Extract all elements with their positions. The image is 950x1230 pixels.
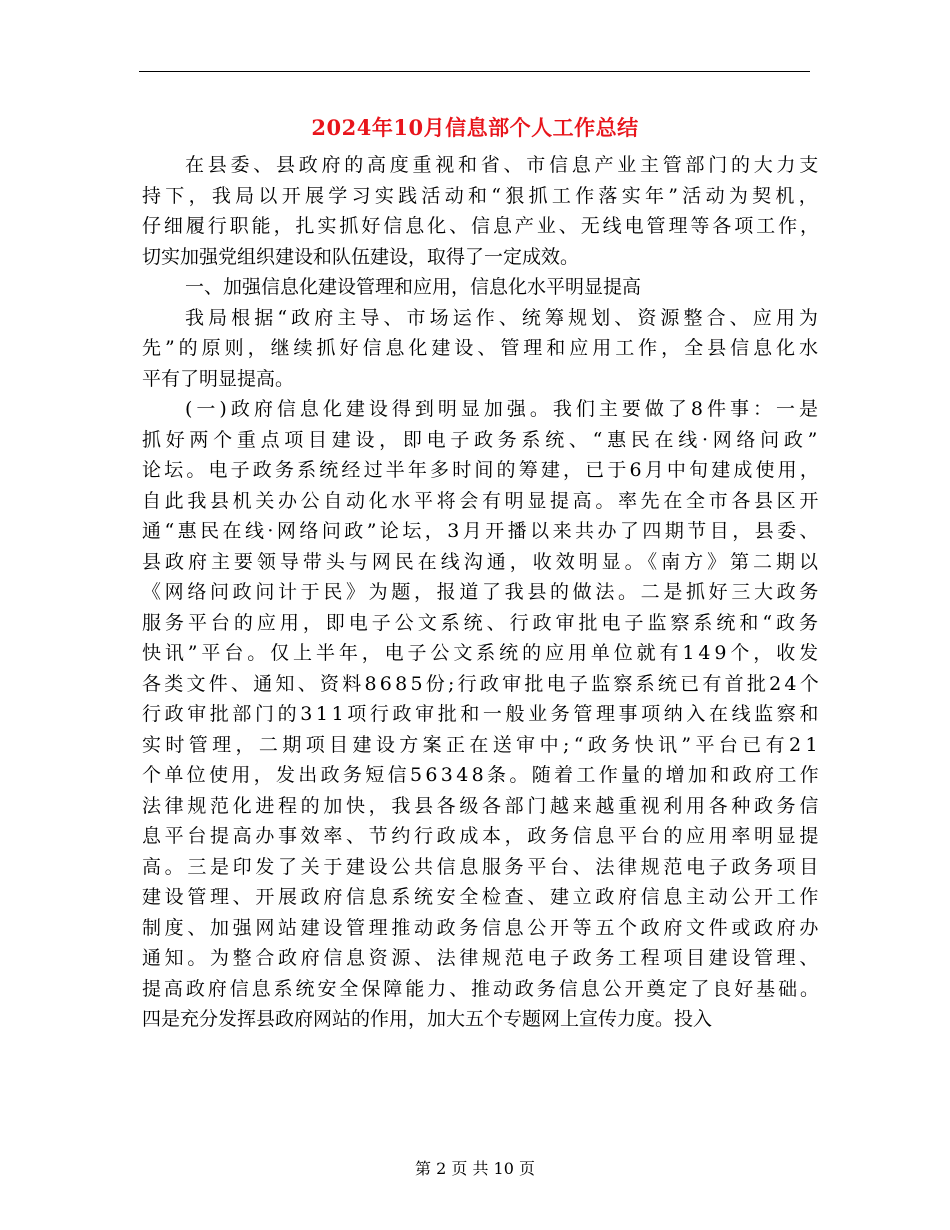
body-line: 服务平台的应用，即电子公文系统、行政审批电子监察系统和“政务 <box>142 611 822 634</box>
body-line: 高。三是印发了关于建设公共信息服务平台、法律规范电子政务项目 <box>142 855 822 878</box>
page-footer: 第 2 页 共 10 页 <box>415 1159 535 1178</box>
body-line: 法律规范化进程的加快，我县各级各部门越来越重视利用各种政务信 <box>142 794 822 817</box>
body-line: 通知。为整合政府信息资源、法律规范电子政务工程项目建设管理、 <box>142 947 822 969</box>
body-line: 抓好两个重点项目建设，即电子政务系统、“惠民在线·网络问政” <box>142 428 822 451</box>
header-rule <box>139 71 810 72</box>
body-line: 仔细履行职能，扎实抓好信息化、信息产业、无线电管理等各项工作， <box>142 215 822 237</box>
body-line: 提高政府信息系统安全保障能力、推动政务信息公开奠定了良好基础。 <box>142 977 822 1000</box>
body-line: 行政审批部门的311项行政审批和一般业务管理事项纳入在线监察和 <box>142 703 822 725</box>
body-line: 在县委、县政府的高度重视和省、市信息产业主管部门的大力支 <box>185 154 822 176</box>
body-line: 个单位使用，发出政务短信56348条。随着工作量的增加和政府工作 <box>142 764 822 786</box>
body-line: 快讯”平台。仅上半年，电子公文系统的应用单位就有149个，收发 <box>142 642 822 664</box>
document-body <box>142 150 822 1035</box>
body-line: 《网络问政问计于民》为题，报道了我县的做法。二是抓好三大政务 <box>142 581 822 603</box>
body-line: 通“惠民在线·网络问政”论坛，3月开播以来共办了四期节目，县委、 <box>142 520 822 542</box>
body-line: 自此我县机关办公自动化水平将会有明显提高。率先在全市各县区开 <box>142 489 822 512</box>
body-line: 切实加强党组织建设和队伍建设，取得了一定成效。 <box>142 245 580 268</box>
body-line: 制度、加强网站建设管理推动政务信息公开等五个政府文件或政府办 <box>142 916 822 939</box>
body-line: 持下，我局以开展学习实践活动和“狠抓工作落实年”活动为契机， <box>142 184 822 207</box>
body-line: 先”的原则，继续抓好信息化建设、管理和应用工作，全县信息化水 <box>142 337 822 359</box>
body-line: 一、加强信息化建设管理和应用，信息化水平明显提高 <box>185 276 642 298</box>
body-line: 论坛。电子政务系统经过半年多时间的筹建，已于6月中旬建成使用， <box>142 459 822 481</box>
body-line: 我局根据“政府主导、市场运作、统筹规划、资源整合、应用为 <box>185 306 822 329</box>
body-line: 各类文件、通知、资料8685份;行政审批电子监察系统已有首批24个 <box>142 672 822 695</box>
body-line: 四是充分发挥县政府网站的作用，加大五个专题网上宣传力度。投入 <box>142 1008 713 1030</box>
document-title: 2024年10月信息部个人工作总结 <box>311 115 639 140</box>
body-line: 息平台提高办事效率、节约行政成本，政务信息平台的应用率明显提 <box>142 825 822 847</box>
body-line: 平有了明显提高。 <box>142 367 295 390</box>
body-line: 实时管理，二期项目建设方案正在送审中;“政务快讯”平台已有21 <box>142 733 822 756</box>
body-line: (一)政府信息化建设得到明显加强。我们主要做了8件事：一是 <box>185 398 822 420</box>
body-line: 县政府主要领导带头与网民在线沟通，收效明显。《南方》第二期以 <box>142 550 822 573</box>
body-line: 建设管理、开展政府信息系统安全检查、建立政府信息主动公开工作 <box>142 886 822 908</box>
